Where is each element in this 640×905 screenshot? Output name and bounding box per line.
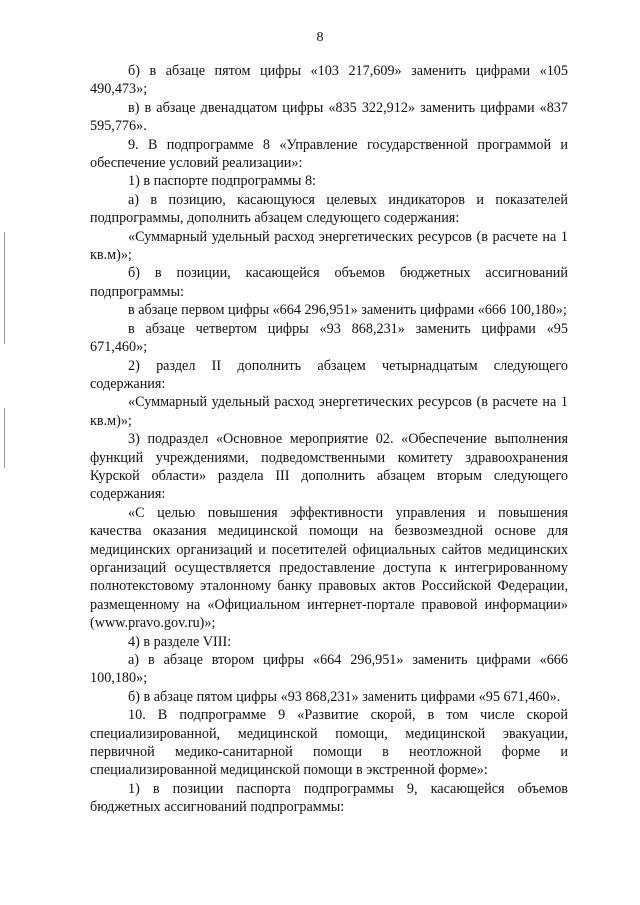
paragraph-passport-8: 1) в паспорте подпрограммы 8: bbox=[128, 173, 316, 190]
page-number: 8 bbox=[316, 30, 324, 45]
paragraph-subprogram-8-heading: 9. В подпрограмме 8 «Управление государственной программой и обеспечение условий реализации»: bbox=[90, 136, 568, 172]
scan-edge-mark bbox=[4, 232, 5, 344]
paragraph-section-8: 4) в разделе VIII: bbox=[128, 633, 232, 650]
paragraph-section-2: 2) раздел II дополнить абзацем четырнадцатым следующего содержания: bbox=[90, 357, 568, 392]
paragraph-quote-pravo: «С целью повышения эффективности управления и повышения качества оказания медицинской помощи на безвозмездной основе для медицинских организаций и посетителей официальных сайтов медицинских организаций осуществляется предоставление доступа к интегрированному полнотекстовому эталонному банку правовых актов Российской Федерации, размещенному на «Официальном интернет-портале правовой информации» (www.pravo.gov.ru)»; bbox=[90, 504, 568, 632]
paragraph-passport-9: 1) в позиции паспорта подпрограммы 9, касающейся объемов бюджетных ассигнований подпрограммы: bbox=[90, 780, 568, 816]
paragraph-subprogram-9-heading: 10. В подпрограмме 9 «Развитие скорой, в том числе скорой специализированной, медицинской помощи, медицинской эвакуации, первичной медико-санитарной помощи в неотложной форме и специализированной медицинской помощи в экстренной форме»: bbox=[90, 707, 568, 779]
document-body bbox=[90, 62, 568, 817]
paragraph-quote-energy-1: «Суммарный удельный расход энергетических ресурсов (в расчете на 1 кв.м)»; bbox=[90, 228, 568, 264]
paragraph-quote-energy-2: «Суммарный удельный расход энергетических ресурсов (в расчете на 1 кв.м)»; bbox=[90, 394, 568, 429]
paragraph-b-fifth-abzac: б) в абзаце пятом цифры «93 868,231» заменить цифрами «95 671,460». bbox=[128, 688, 561, 705]
paragraph-budget-position: б) в позиции, касающейся объемов бюджетных ассигнований подпрограммы: bbox=[90, 265, 568, 300]
paragraph-first-abzac: в абзаце первом цифры «664 296,951» заменить цифрами «666 100,180»; bbox=[128, 302, 567, 319]
paragraph-indicators: а) в позицию, касающуюся целевых индикаторов и показателей подпрограммы, дополнить абзацем следующего содержания: bbox=[90, 191, 568, 227]
paragraph-amendment-v-twelfth: в) в абзаце двенадцатом цифры «835 322,912» заменить цифрами «837 595,776». bbox=[90, 99, 568, 135]
paragraph-a-second-abzac: а) в абзаце втором цифры «664 296,951» заменить цифрами «666 100,180»; bbox=[90, 652, 568, 687]
paragraph-amendment-b-fifth: б) в абзаце пятом цифры «103 217,609» заменить цифрами «105 490,473»; bbox=[90, 63, 568, 98]
paragraph-fourth-abzac: в абзаце четвертом цифры «93 868,231» заменить цифрами «95 671,460»; bbox=[90, 320, 568, 356]
scan-edge-mark bbox=[4, 408, 5, 468]
paragraph-subsection-3: 3) подраздел «Основное мероприятие 02. «Обеспечение выполнения функций учреждениями, подведомственными комитету здравоохранения Курской области» раздела III дополнить абзацем вторым следующего содержания: bbox=[90, 431, 568, 503]
